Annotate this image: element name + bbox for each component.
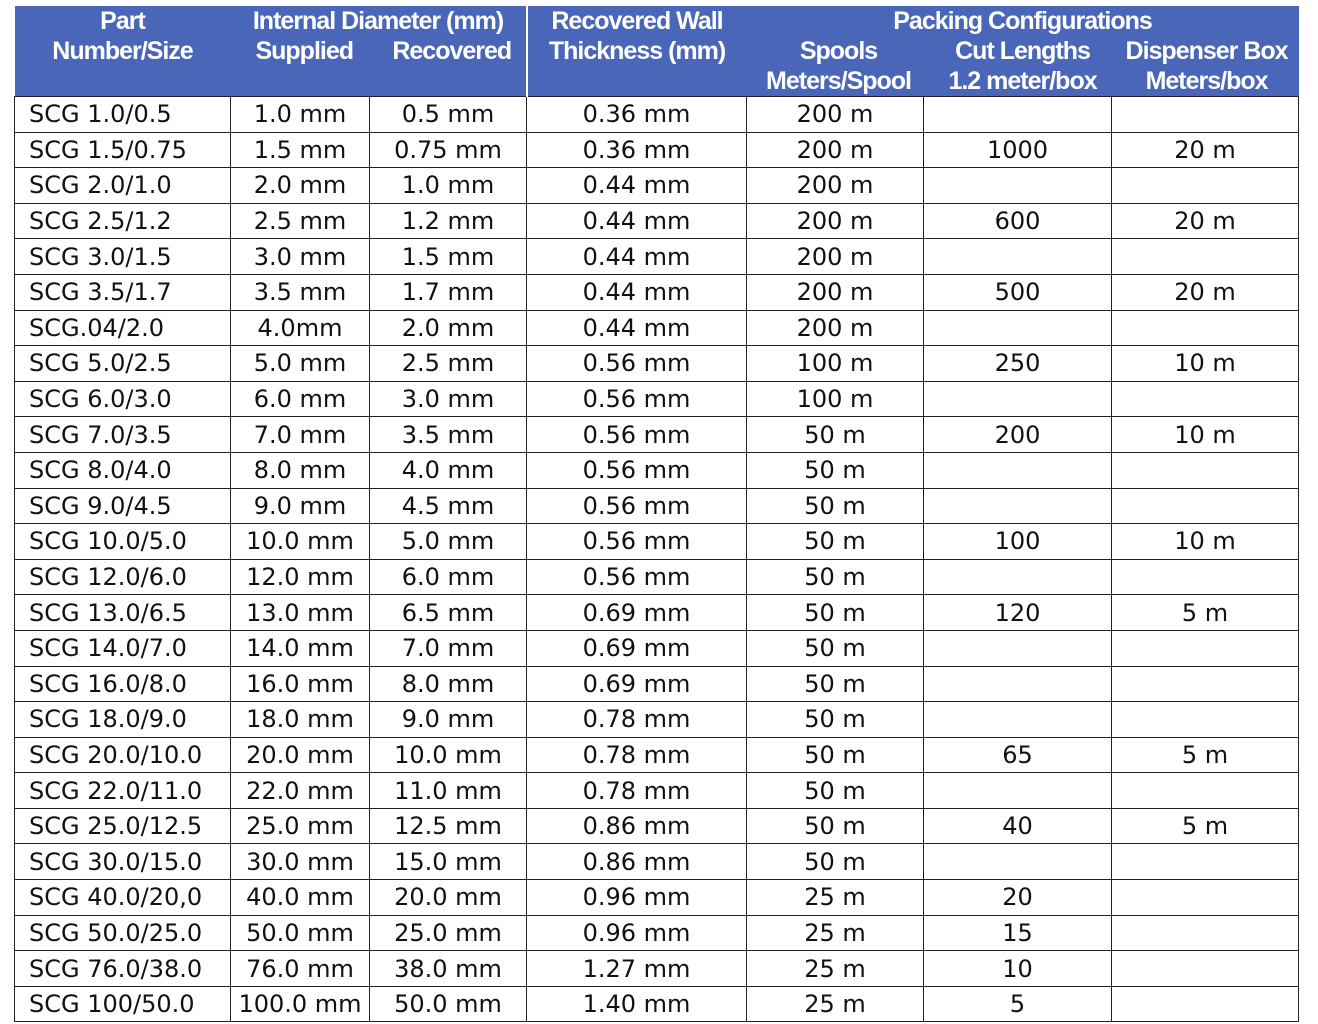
wall-thickness-cell: 0.44 mm	[527, 274, 747, 310]
recovered-diameter-cell: 12.5 mm	[370, 808, 527, 844]
supplied-diameter-cell: 1.0 mm	[231, 97, 370, 133]
cut-lengths-cell: 10	[924, 951, 1112, 987]
spool-meters-cell: 200 m	[747, 132, 924, 168]
spool-meters-cell: 50 m	[747, 524, 924, 560]
cut-lengths-cell: 200	[924, 417, 1112, 453]
part-number-cell: SCG 7.0/3.5	[15, 417, 231, 453]
supplied-diameter-cell: 4.0mm	[231, 310, 370, 346]
spool-meters-cell: 200 m	[747, 168, 924, 204]
cut-lengths-cell: 250	[924, 346, 1112, 382]
supplied-diameter-cell: 3.5 mm	[231, 274, 370, 310]
supplied-diameter-cell: 25.0 mm	[231, 808, 370, 844]
cut-lengths-cell: 1000	[924, 132, 1112, 168]
supplied-diameter-cell: 8.0 mm	[231, 452, 370, 488]
dispenser-box-cell	[1112, 381, 1299, 417]
supplied-diameter-cell: 14.0 mm	[231, 630, 370, 666]
table-row	[15, 630, 1299, 666]
dispenser-box-cell	[1112, 239, 1299, 275]
spool-meters-cell: 50 m	[747, 559, 924, 595]
wall-thickness-cell: 0.36 mm	[527, 97, 747, 133]
cut-lengths-cell	[924, 773, 1112, 809]
wall-thickness-cell: 0.96 mm	[527, 880, 747, 916]
supplied-diameter-cell: 50.0 mm	[231, 915, 370, 951]
table-row	[15, 488, 1299, 524]
wall-thickness-cell: 0.86 mm	[527, 844, 747, 880]
recovered-diameter-cell: 1.5 mm	[370, 239, 527, 275]
table-row	[15, 737, 1299, 773]
part-number-cell: SCG 8.0/4.0	[15, 452, 231, 488]
part-number-cell: SCG.04/2.0	[15, 310, 231, 346]
header-dispenser-box: Dispenser Box Meters/box	[1125, 37, 1288, 95]
header-cut-lengths: Cut Lengths 1.2 meter/box	[948, 37, 1097, 95]
part-number-cell: SCG 3.5/1.7	[15, 274, 231, 310]
recovered-diameter-cell: 11.0 mm	[370, 773, 527, 809]
dispenser-box-cell: 10 m	[1112, 346, 1299, 382]
recovered-diameter-cell: 15.0 mm	[370, 844, 527, 880]
wall-thickness-cell: 0.78 mm	[527, 773, 747, 809]
part-number-cell: SCG 20.0/10.0	[15, 737, 231, 773]
spool-meters-cell: 50 m	[747, 595, 924, 631]
dispenser-box-cell	[1112, 986, 1299, 1022]
cut-lengths-cell: 20	[924, 880, 1112, 916]
supplied-diameter-cell: 30.0 mm	[231, 844, 370, 880]
supplied-diameter-cell: 6.0 mm	[231, 381, 370, 417]
recovered-diameter-cell: 38.0 mm	[370, 951, 527, 987]
wall-thickness-cell: 0.44 mm	[527, 239, 747, 275]
table-row	[15, 986, 1299, 1022]
wall-thickness-cell: 0.36 mm	[527, 132, 747, 168]
cut-lengths-cell	[924, 702, 1112, 738]
recovered-diameter-cell: 0.5 mm	[370, 97, 527, 133]
recovered-diameter-cell: 7.0 mm	[370, 630, 527, 666]
dispenser-box-cell	[1112, 452, 1299, 488]
dispenser-box-cell	[1112, 773, 1299, 809]
supplied-diameter-cell: 2.0 mm	[231, 168, 370, 204]
table-row	[15, 702, 1299, 738]
wall-thickness-cell: 0.78 mm	[527, 702, 747, 738]
spool-meters-cell: 50 m	[747, 666, 924, 702]
dispenser-box-cell: 5 m	[1112, 595, 1299, 631]
dispenser-box-cell: 20 m	[1112, 132, 1299, 168]
part-number-cell: SCG 12.0/6.0	[15, 559, 231, 595]
supplied-diameter-cell: 18.0 mm	[231, 702, 370, 738]
cut-lengths-cell	[924, 381, 1112, 417]
wall-thickness-cell: 0.69 mm	[527, 666, 747, 702]
spool-meters-cell: 200 m	[747, 97, 924, 133]
table-row	[15, 880, 1299, 916]
supplied-diameter-cell: 7.0 mm	[231, 417, 370, 453]
cut-lengths-cell: 500	[924, 274, 1112, 310]
spool-meters-cell: 25 m	[747, 951, 924, 987]
part-number-cell: SCG 1.0/0.5	[15, 97, 231, 133]
part-number-cell: SCG 100/50.0	[15, 986, 231, 1022]
cut-lengths-cell	[924, 630, 1112, 666]
header-internal-diameter: Internal Diameter (mm) Supplied Recovered	[231, 6, 527, 97]
dispenser-box-cell	[1112, 844, 1299, 880]
recovered-diameter-cell: 1.2 mm	[370, 203, 527, 239]
table-row	[15, 559, 1299, 595]
cut-lengths-cell	[924, 239, 1112, 275]
recovered-diameter-cell: 1.7 mm	[370, 274, 527, 310]
table-row	[15, 595, 1299, 631]
part-number-cell: SCG 13.0/6.5	[15, 595, 231, 631]
supplied-diameter-cell: 5.0 mm	[231, 346, 370, 382]
recovered-diameter-cell: 8.0 mm	[370, 666, 527, 702]
part-number-cell: SCG 6.0/3.0	[15, 381, 231, 417]
recovered-diameter-cell: 6.0 mm	[370, 559, 527, 595]
dispenser-box-cell: 10 m	[1112, 524, 1299, 560]
spool-meters-cell: 50 m	[747, 452, 924, 488]
wall-thickness-cell: 0.56 mm	[527, 488, 747, 524]
header-packing-configurations: Packing Configurations Spools Meters/Spool Cut Lengths 1.2 meter/box Dispenser Box Meters/box	[747, 6, 1299, 97]
supplied-diameter-cell: 10.0 mm	[231, 524, 370, 560]
supplied-diameter-cell: 9.0 mm	[231, 488, 370, 524]
table-row	[15, 310, 1299, 346]
table-header	[15, 6, 1299, 97]
part-number-cell: SCG 40.0/20,0	[15, 880, 231, 916]
recovered-diameter-cell: 20.0 mm	[370, 880, 527, 916]
cut-lengths-cell	[924, 666, 1112, 702]
recovered-diameter-cell: 10.0 mm	[370, 737, 527, 773]
cut-lengths-cell	[924, 844, 1112, 880]
spec-table	[14, 6, 1299, 1022]
header-spools: Spools Meters/Spool	[766, 37, 912, 95]
table-row	[15, 346, 1299, 382]
part-number-cell: SCG 2.0/1.0	[15, 168, 231, 204]
table-row	[15, 97, 1299, 133]
part-number-cell: SCG 9.0/4.5	[15, 488, 231, 524]
cut-lengths-cell: 15	[924, 915, 1112, 951]
table-row	[15, 452, 1299, 488]
supplied-diameter-cell: 16.0 mm	[231, 666, 370, 702]
dispenser-box-cell: 5 m	[1112, 737, 1299, 773]
spool-meters-cell: 100 m	[747, 346, 924, 382]
supplied-diameter-cell: 12.0 mm	[231, 559, 370, 595]
recovered-diameter-cell: 4.0 mm	[370, 452, 527, 488]
wall-thickness-cell: 0.86 mm	[527, 808, 747, 844]
table-row	[15, 132, 1299, 168]
cut-lengths-cell: 600	[924, 203, 1112, 239]
part-number-cell: SCG 2.5/1.2	[15, 203, 231, 239]
part-number-cell: SCG 25.0/12.5	[15, 808, 231, 844]
wall-thickness-cell: 0.56 mm	[527, 381, 747, 417]
header-supplied: Supplied	[255, 37, 354, 65]
dispenser-box-cell	[1112, 310, 1299, 346]
cut-lengths-cell: 100	[924, 524, 1112, 560]
table-row	[15, 666, 1299, 702]
dispenser-box-cell	[1112, 168, 1299, 204]
dispenser-box-cell	[1112, 666, 1299, 702]
dispenser-box-cell	[1112, 630, 1299, 666]
recovered-diameter-cell: 25.0 mm	[370, 915, 527, 951]
dispenser-box-cell: 10 m	[1112, 417, 1299, 453]
table-row	[15, 524, 1299, 560]
table-row	[15, 808, 1299, 844]
spool-meters-cell: 100 m	[747, 381, 924, 417]
dispenser-box-cell	[1112, 559, 1299, 595]
table-row	[15, 951, 1299, 987]
table-row	[15, 203, 1299, 239]
recovered-diameter-cell: 50.0 mm	[370, 986, 527, 1022]
part-number-cell: SCG 16.0/8.0	[15, 666, 231, 702]
table-body	[15, 97, 1299, 1022]
dispenser-box-cell	[1112, 97, 1299, 133]
spool-meters-cell: 50 m	[747, 702, 924, 738]
wall-thickness-cell: 1.40 mm	[527, 986, 747, 1022]
recovered-diameter-cell: 1.0 mm	[370, 168, 527, 204]
part-number-cell: SCG 5.0/2.5	[15, 346, 231, 382]
supplied-diameter-cell: 20.0 mm	[231, 737, 370, 773]
wall-thickness-cell: 0.56 mm	[527, 452, 747, 488]
part-number-cell: SCG 1.5/0.75	[15, 132, 231, 168]
cut-lengths-cell: 5	[924, 986, 1112, 1022]
dispenser-box-cell	[1112, 488, 1299, 524]
supplied-diameter-cell: 76.0 mm	[231, 951, 370, 987]
recovered-diameter-cell: 4.5 mm	[370, 488, 527, 524]
spool-meters-cell: 50 m	[747, 808, 924, 844]
spool-meters-cell: 200 m	[747, 310, 924, 346]
recovered-diameter-cell: 5.0 mm	[370, 524, 527, 560]
wall-thickness-cell: 0.44 mm	[527, 168, 747, 204]
supplied-diameter-cell: 40.0 mm	[231, 880, 370, 916]
part-number-cell: SCG 3.0/1.5	[15, 239, 231, 275]
spool-meters-cell: 200 m	[747, 239, 924, 275]
wall-thickness-cell: 0.69 mm	[527, 595, 747, 631]
dispenser-box-cell	[1112, 702, 1299, 738]
spool-meters-cell: 50 m	[747, 773, 924, 809]
recovered-diameter-cell: 3.0 mm	[370, 381, 527, 417]
wall-thickness-cell: 0.56 mm	[527, 417, 747, 453]
wall-thickness-cell: 0.56 mm	[527, 524, 747, 560]
part-number-cell: SCG 10.0/5.0	[15, 524, 231, 560]
wall-thickness-cell: 0.69 mm	[527, 630, 747, 666]
spool-meters-cell: 50 m	[747, 737, 924, 773]
cut-lengths-cell	[924, 452, 1112, 488]
part-number-cell: SCG 50.0/25.0	[15, 915, 231, 951]
part-number-cell: SCG 22.0/11.0	[15, 773, 231, 809]
wall-thickness-cell: 0.44 mm	[527, 310, 747, 346]
cut-lengths-cell: 120	[924, 595, 1112, 631]
recovered-diameter-cell: 6.5 mm	[370, 595, 527, 631]
header-wall-thickness: Recovered Wall Thickness (mm)	[527, 6, 747, 97]
cut-lengths-cell	[924, 559, 1112, 595]
cut-lengths-cell	[924, 168, 1112, 204]
dispenser-box-cell	[1112, 880, 1299, 916]
supplied-diameter-cell: 1.5 mm	[231, 132, 370, 168]
table-row	[15, 773, 1299, 809]
spool-meters-cell: 200 m	[747, 274, 924, 310]
part-number-cell: SCG 18.0/9.0	[15, 702, 231, 738]
supplied-diameter-cell: 3.0 mm	[231, 239, 370, 275]
supplied-diameter-cell: 2.5 mm	[231, 203, 370, 239]
table-row	[15, 274, 1299, 310]
table-row	[15, 417, 1299, 453]
table-row	[15, 844, 1299, 880]
supplied-diameter-cell: 13.0 mm	[231, 595, 370, 631]
wall-thickness-cell: 0.56 mm	[527, 559, 747, 595]
table-row	[15, 239, 1299, 275]
wall-thickness-cell: 0.56 mm	[527, 346, 747, 382]
table-row	[15, 168, 1299, 204]
dispenser-box-cell: 20 m	[1112, 274, 1299, 310]
dispenser-box-cell	[1112, 915, 1299, 951]
spool-meters-cell: 50 m	[747, 488, 924, 524]
spool-meters-cell: 50 m	[747, 844, 924, 880]
table-row	[15, 915, 1299, 951]
part-number-cell: SCG 14.0/7.0	[15, 630, 231, 666]
wall-thickness-cell: 0.78 mm	[527, 737, 747, 773]
spool-meters-cell: 25 m	[747, 986, 924, 1022]
cut-lengths-cell	[924, 488, 1112, 524]
spool-meters-cell: 25 m	[747, 880, 924, 916]
recovered-diameter-cell: 9.0 mm	[370, 702, 527, 738]
recovered-diameter-cell: 2.5 mm	[370, 346, 527, 382]
dispenser-box-cell	[1112, 951, 1299, 987]
cut-lengths-cell: 65	[924, 737, 1112, 773]
header-part: Part Number/Size	[15, 6, 231, 97]
supplied-diameter-cell: 22.0 mm	[231, 773, 370, 809]
spool-meters-cell: 25 m	[747, 915, 924, 951]
table-row	[15, 381, 1299, 417]
spool-meters-cell: 200 m	[747, 203, 924, 239]
wall-thickness-cell: 0.44 mm	[527, 203, 747, 239]
recovered-diameter-cell: 3.5 mm	[370, 417, 527, 453]
recovered-diameter-cell: 0.75 mm	[370, 132, 527, 168]
cut-lengths-cell	[924, 310, 1112, 346]
part-number-cell: SCG 76.0/38.0	[15, 951, 231, 987]
part-number-cell: SCG 30.0/15.0	[15, 844, 231, 880]
wall-thickness-cell: 0.96 mm	[527, 915, 747, 951]
supplied-diameter-cell: 100.0 mm	[231, 986, 370, 1022]
cut-lengths-cell	[924, 97, 1112, 133]
spool-meters-cell: 50 m	[747, 630, 924, 666]
cut-lengths-cell: 40	[924, 808, 1112, 844]
wall-thickness-cell: 1.27 mm	[527, 951, 747, 987]
dispenser-box-cell: 20 m	[1112, 203, 1299, 239]
dispenser-box-cell: 5 m	[1112, 808, 1299, 844]
spool-meters-cell: 50 m	[747, 417, 924, 453]
header-recovered: Recovered	[392, 37, 512, 65]
recovered-diameter-cell: 2.0 mm	[370, 310, 527, 346]
